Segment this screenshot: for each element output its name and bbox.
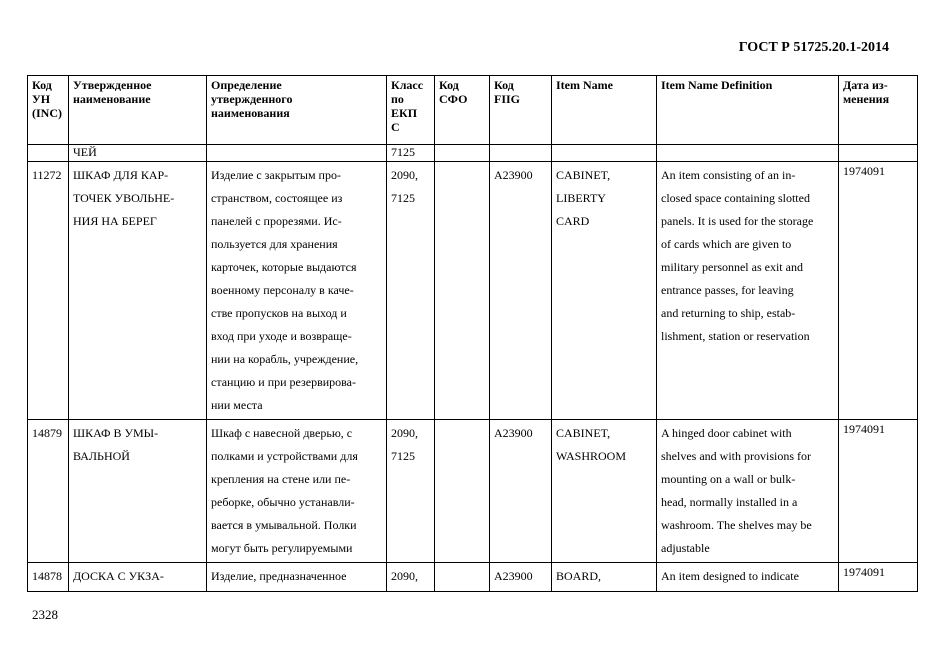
change-date-cell bbox=[839, 145, 918, 162]
page-number: 2328 bbox=[32, 607, 58, 622]
cell-text-line: 14878 bbox=[32, 569, 62, 583]
fiig-code-cell bbox=[490, 563, 552, 592]
cell-text-line: 7125 bbox=[391, 145, 415, 159]
cell-text-line: An item designed to indicate bbox=[661, 569, 799, 583]
approved-name-cell bbox=[69, 162, 207, 420]
cell-text-line: A hinged door cabinet with bbox=[661, 426, 792, 440]
column-header bbox=[28, 76, 69, 145]
cell-text-line: A23900 bbox=[494, 426, 533, 440]
cell-text-line: 7125 bbox=[391, 449, 415, 463]
inc-code-cell bbox=[28, 563, 69, 592]
cell-text-line: and returning to ship, estab- bbox=[661, 306, 796, 320]
sfo-code-cell bbox=[435, 162, 490, 420]
cell-text-line: 11272 bbox=[32, 168, 62, 182]
approved-name-cell bbox=[69, 420, 207, 563]
change-date-cell bbox=[839, 563, 918, 592]
sfo-code-cell bbox=[435, 420, 490, 563]
cell-text-line: WASHROOM bbox=[556, 449, 627, 463]
cell-text-line: An item consisting of an in- bbox=[661, 168, 796, 182]
column-header-line: по bbox=[391, 92, 404, 106]
cell-text-line: entrance passes, for leaving bbox=[661, 283, 794, 297]
item-name-definition-cell bbox=[657, 420, 839, 563]
cell-text-line: 1974091 bbox=[843, 565, 885, 579]
cell-text-line: нии места bbox=[211, 398, 263, 412]
definition-cell bbox=[207, 420, 387, 563]
column-header-line: ЕКП bbox=[391, 106, 418, 120]
column-header-line: утвержденного bbox=[211, 92, 293, 106]
table-row bbox=[28, 420, 918, 563]
fiig-code-cell bbox=[490, 145, 552, 162]
table-row bbox=[28, 145, 918, 162]
cell-text-line: ТОЧЕК УВОЛЬНЕ- bbox=[73, 191, 175, 205]
item-name-definition-cell bbox=[657, 563, 839, 592]
cell-text-line: A23900 bbox=[494, 168, 533, 182]
cell-text-line: Изделие, предназначенное bbox=[211, 569, 347, 583]
cell-text-line: нии на корабль, учреждение, bbox=[211, 352, 359, 366]
item-name-cell bbox=[552, 420, 657, 563]
cell-text-line: странством, состоящее из bbox=[211, 191, 343, 205]
column-header-line: Код bbox=[32, 78, 52, 92]
item-name-definition-cell bbox=[657, 162, 839, 420]
cell-text-line: Изделие с закрытым про- bbox=[211, 168, 341, 182]
column-header-line: Утвержденное bbox=[73, 78, 152, 92]
fiig-code-cell bbox=[490, 420, 552, 563]
column-header-line: Код bbox=[494, 78, 514, 92]
cell-text-line: стве пропусков на выход и bbox=[211, 306, 347, 320]
fiig-code-cell bbox=[490, 162, 552, 420]
cell-text-line: 1974091 bbox=[843, 422, 885, 436]
cell-text-line: 7125 bbox=[391, 191, 415, 205]
column-header-line: (INC) bbox=[32, 106, 62, 120]
column-header bbox=[657, 76, 839, 145]
column-header-line: Дата из- bbox=[843, 78, 888, 92]
table-header-row bbox=[28, 76, 918, 145]
cell-text-line: CABINET, bbox=[556, 426, 611, 440]
approved-name-cell bbox=[69, 145, 207, 162]
inc-code-cell bbox=[28, 420, 69, 563]
cell-text-line: 2090, bbox=[391, 168, 418, 182]
cell-text-line: ШКАФ ДЛЯ КАР- bbox=[73, 168, 169, 182]
cell-text-line: вается в умывальной. Полки bbox=[211, 518, 357, 532]
sfo-code-cell bbox=[435, 563, 490, 592]
definition-cell bbox=[207, 563, 387, 592]
cell-text-line: 14879 bbox=[32, 426, 62, 440]
definition-cell bbox=[207, 162, 387, 420]
inc-code-cell bbox=[28, 145, 69, 162]
column-header-line: Item Name Definition bbox=[661, 78, 773, 92]
cell-text-line: panels. It is used for the storage bbox=[661, 214, 814, 228]
column-header-line: наименование bbox=[73, 92, 151, 106]
cell-text-line: 2090, bbox=[391, 426, 418, 440]
cell-text-line: LIBERTY bbox=[556, 191, 606, 205]
cell-text-line: A23900 bbox=[494, 569, 533, 583]
cell-text-line: mounting on a wall or bulk- bbox=[661, 472, 796, 486]
cell-text-line: панелей с прорезями. Ис- bbox=[211, 214, 342, 228]
change-date-cell bbox=[839, 162, 918, 420]
column-header bbox=[69, 76, 207, 145]
item-name-cell bbox=[552, 162, 657, 420]
cell-text-line: НИЯ НА БЕРЕГ bbox=[73, 214, 157, 228]
column-header-line: Класс bbox=[391, 78, 424, 92]
column-header bbox=[435, 76, 490, 145]
column-header-line: Код bbox=[439, 78, 459, 92]
nomenclature-table bbox=[27, 75, 918, 592]
cell-text-line: крепления на стене или пе- bbox=[211, 472, 351, 486]
column-header-line: Определение bbox=[211, 78, 282, 92]
cell-text-line: ДОСКА С УКЗА- bbox=[73, 569, 164, 583]
item-name-cell bbox=[552, 563, 657, 592]
column-header bbox=[207, 76, 387, 145]
cell-text-line: ЧЕЙ bbox=[73, 145, 97, 159]
cell-text-line: ШКАФ В УМЫ- bbox=[73, 426, 159, 440]
column-header-line: СФО bbox=[439, 92, 468, 106]
cell-text-line: ВАЛЬНОЙ bbox=[73, 449, 130, 463]
item-name-cell bbox=[552, 145, 657, 162]
cell-text-line: BOARD, bbox=[556, 569, 602, 583]
column-header-line: FIIG bbox=[494, 92, 521, 106]
cell-text-line: of cards which are given to bbox=[661, 237, 792, 251]
cell-text-line: 2090, bbox=[391, 569, 418, 583]
cell-text-line: adjustable bbox=[661, 541, 710, 555]
cell-text-line: полками и устройствами для bbox=[211, 449, 358, 463]
cell-text-line: пользуется для хранения bbox=[211, 237, 338, 251]
column-header bbox=[490, 76, 552, 145]
ekps-class-cell bbox=[387, 563, 435, 592]
change-date-cell bbox=[839, 420, 918, 563]
cell-text-line: closed space containing slotted bbox=[661, 191, 810, 205]
document-standard-header: ГОСТ Р 51725.20.1-2014 bbox=[738, 40, 889, 55]
cell-text-line: могут быть регулируемыми bbox=[211, 541, 353, 555]
column-header-line: С bbox=[391, 120, 400, 134]
cell-text-line: реборке, обычно устанавли- bbox=[211, 495, 355, 509]
approved-name-cell bbox=[69, 563, 207, 592]
cell-text-line: карточек, которые выдаются bbox=[211, 260, 357, 274]
cell-text-line: CARD bbox=[556, 214, 590, 228]
column-header-line: менения bbox=[843, 92, 890, 106]
cell-text-line: washroom. The shelves may be bbox=[661, 518, 812, 532]
cell-text-line: head, normally installed in a bbox=[661, 495, 798, 509]
ekps-class-cell bbox=[387, 420, 435, 563]
column-header bbox=[387, 76, 435, 145]
table-row bbox=[28, 162, 918, 420]
cell-text-line: lishment, station or reservation bbox=[661, 329, 810, 343]
column-header bbox=[839, 76, 918, 145]
column-header-line: Item Name bbox=[556, 78, 613, 92]
ekps-class-cell bbox=[387, 162, 435, 420]
cell-text-line: военному персоналу в каче- bbox=[211, 283, 354, 297]
cell-text-line: 1974091 bbox=[843, 164, 885, 178]
cell-text-line: станцию и при резервирова- bbox=[211, 375, 356, 389]
ekps-class-cell bbox=[387, 145, 435, 162]
cell-text-line: Шкаф с навесной дверью, с bbox=[211, 426, 353, 440]
column-header-line: УН bbox=[32, 92, 51, 106]
cell-text-line: military personnel as exit and bbox=[661, 260, 803, 274]
cell-text-line: shelves and with provisions for bbox=[661, 449, 811, 463]
table-row bbox=[28, 563, 918, 592]
item-name-definition-cell bbox=[657, 145, 839, 162]
cell-text-line: CABINET, bbox=[556, 168, 611, 182]
definition-cell bbox=[207, 145, 387, 162]
inc-code-cell bbox=[28, 162, 69, 420]
column-header bbox=[552, 76, 657, 145]
sfo-code-cell bbox=[435, 145, 490, 162]
cell-text-line: вход при уходе и возвраще- bbox=[211, 329, 352, 343]
column-header-line: наименования bbox=[211, 106, 290, 120]
